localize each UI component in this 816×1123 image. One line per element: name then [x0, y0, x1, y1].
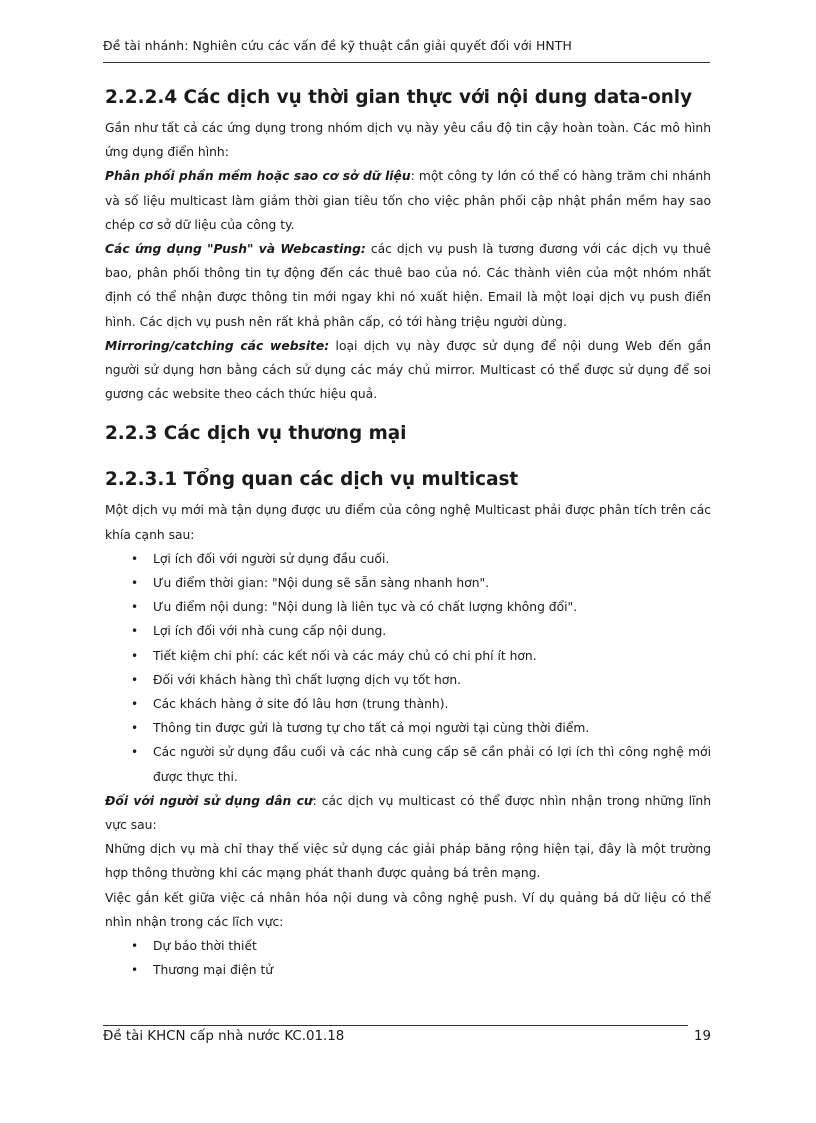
bullet-icon: • [131, 672, 139, 687]
paragraph-broadband: Những dịch vụ mà chỉ thay thế việc sử dụng các giải pháp băng rộng hiện tại, đây là một trường hợp thông thường khi các mạng phát thanh được quảng bá trên mạng. [105, 842, 711, 881]
list-item: • Các người sử dụng đầu cuối và các nhà cung cấp sẽ cần phải có lợi ích thì công nghệ mới được thực thi. [105, 740, 711, 788]
bullet-icon: • [131, 600, 139, 615]
list-item: • Đối với khách hàng thì chất lượng dịch vụ tốt hơn. [105, 668, 711, 692]
text-software-distribution: một công ty lớn có thể có hàng trăm chi nhánh và số liệu multicast làm giảm thời gian tiêu tốn cho việc phân phối cập nhật phần mềm hay sao chép cơ sở dữ liệu của công ty. [105, 169, 711, 232]
term-push-webcasting: Các ứng dụng "Push" và Webcasting: [105, 242, 366, 257]
text-push-webcasting: các dịch vụ push là tương đương với các dịch vụ thuê bao, phân phối thông tin tự động đến các thuê bao của nó. Các thành viên của một nhóm nhất định có thể nhận được thông tin mới ngay khi nó xuất hiện. Email là một loại dịch vụ push điển hình. Các dịch vụ push nên rất khả phân cấp, có tới hàng triệu người dùng. [105, 242, 711, 329]
list-item: • Thông tin được gửi là tương tự cho tất cả mọi người tại cùng thời điểm. [105, 716, 711, 740]
list-item: • Thương mại điện tử [105, 958, 711, 982]
paragraph-intro-2231: Một dịch vụ mới mà tận dụng được ưu điểm của công nghệ Multicast phải được phân tích trên các khía cạnh sau: [105, 503, 711, 542]
list-item: • Tiết kiệm chi phí: các kết nối và các máy chủ có chi phí ít hơn. [105, 644, 711, 668]
list-item: • Ưu điểm nội dung: "Nội dung là liên tục và có chất lượng không đổi". [105, 595, 711, 619]
running-footer: Đề tài KHCN cấp nhà nước KC.01.18 [103, 1029, 345, 1044]
page-number: 19 [694, 1029, 712, 1044]
benefit-list [105, 547, 711, 789]
header-rule [103, 62, 710, 63]
paragraph-residential-users: Đối với người sử dụng dân cư: các dịch vụ multicast có thể được nhìn nhận trong những lĩnh vực sau: [105, 793, 711, 833]
section-heading-2224: 2.2.2.4 Các dịch vụ thời gian thực với nội dung data-only [105, 87, 693, 108]
section-heading-2231: 2.2.3.1 Tổng quan các dịch vụ multicast [105, 469, 519, 491]
list-item: • Dự báo thời thiết [105, 934, 711, 958]
paragraph-push-personalization: Việc gắn kết giữa việc cá nhân hóa nội dung và công nghệ push. Ví dụ quảng bá dữ liệu có thể nhìn nhận trong các lĩch vực: [105, 890, 711, 929]
page-body [105, 84, 711, 983]
bullet-icon: • [131, 624, 139, 639]
text-residential-users: các dịch vụ multicast có thể được nhìn nhận trong những lĩnh vực sau: [105, 793, 711, 833]
list-item: • Các khách hàng ở site đó lâu hơn (trung thành). [105, 692, 711, 716]
bullet-icon: • [131, 721, 139, 736]
bullet-icon: • [131, 745, 139, 760]
paragraph-intro-2224: Gần như tất cả các ứng dụng trong nhóm dịch vụ này yêu cầu độ tin cậy hoàn toàn. Các mô hình ứng dụng điển hình: [105, 121, 711, 160]
section-heading-223: 2.2.3 Các dịch vụ thương mại [105, 423, 407, 445]
bullet-icon: • [131, 551, 139, 566]
application-list [105, 934, 711, 982]
term-mirroring: Mirroring/catching các website: [105, 338, 330, 353]
term-residential-users: Đối với người sử dụng dân cư [105, 793, 313, 808]
bullet-icon: • [131, 648, 139, 663]
bullet-icon: • [131, 576, 139, 591]
list-item: • Ưu điểm thời gian: "Nội dung sẽ sẵn sàng nhanh hơn". [105, 571, 711, 595]
paragraph-software-distribution: Phân phối phần mềm hoặc sao cơ sở dữ liệu: một công ty lớn có thể có hàng trăm chi nhánh và số liệu multicast làm giảm thời gian tiêu tốn cho việc phân phối cập nhật phần mềm hay sao chép cơ sở dữ liệu của công ty. [105, 169, 711, 232]
text-mirroring: loại dịch vụ này được sử dụng để nội dung Web đến gần người sử dụng hơn bằng cách sử dụng các máy chủ mirror. Multicast có thể được sử dụng để soi gương các website theo cách thức hiệu quả. [105, 338, 711, 402]
list-item: • Lợi ích đối với người sử dụng đầu cuối. [105, 547, 711, 571]
footer-rule [103, 1025, 688, 1026]
running-header: Đề tài nhánh: Nghiên cứu các vấn đề kỹ thuật cần giải quyết đối với HNTH [103, 38, 572, 53]
bullet-icon: • [131, 963, 139, 978]
bullet-icon: • [131, 939, 139, 954]
paragraph-push-webcasting [105, 237, 711, 334]
paragraph-mirroring [105, 334, 711, 407]
list-item: • Lợi ích đối với nhà cung cấp nội dung. [105, 619, 711, 643]
bullet-icon: • [131, 697, 139, 712]
term-software-distribution: Phân phối phần mềm hoặc sao cơ sở dữ liệu [105, 169, 411, 184]
